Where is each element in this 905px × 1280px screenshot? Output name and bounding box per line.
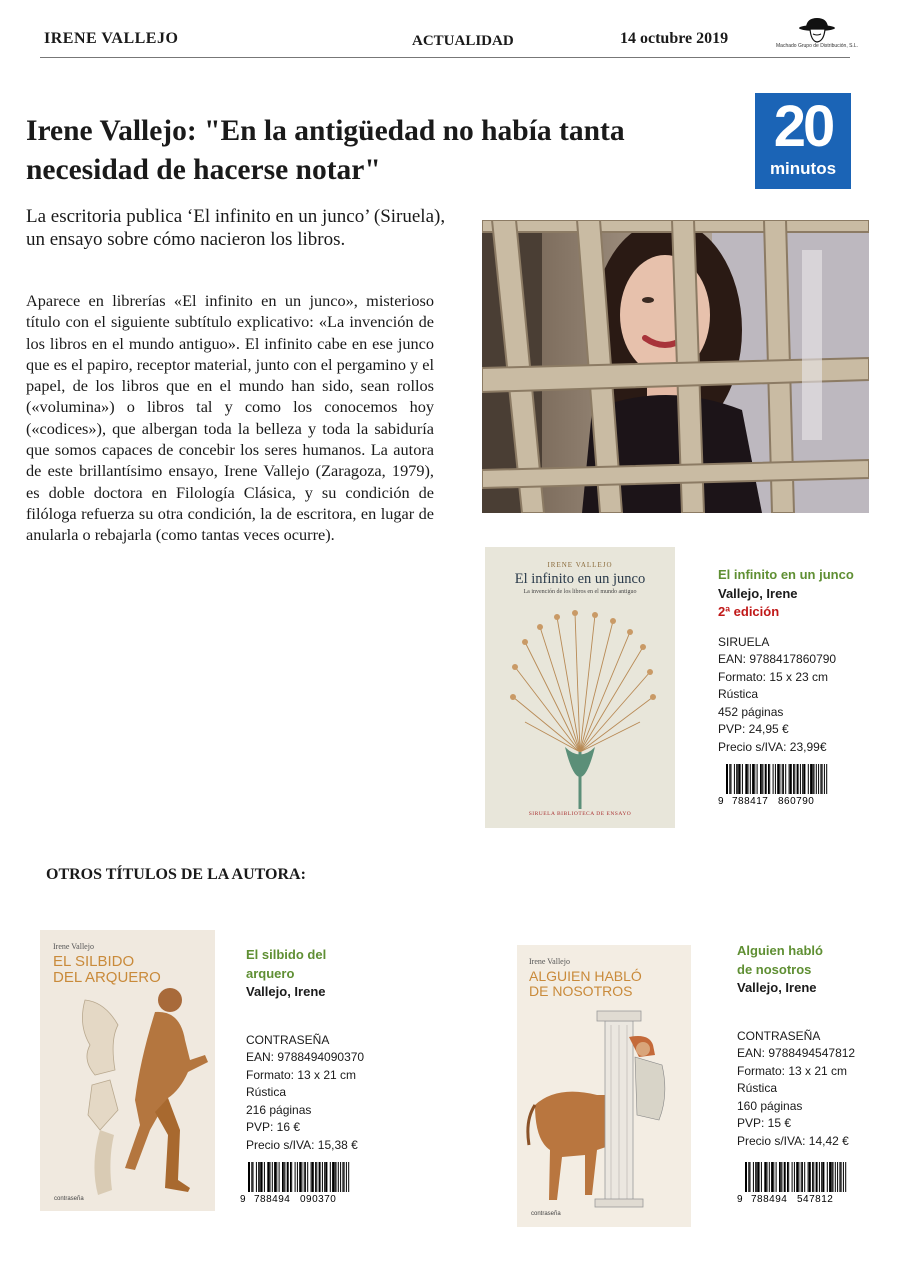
article-subhead: La escritoria publica ‘El infinito en un junco’ (Siruela), un ensayo sobre cómo nacieron los libros. [26, 206, 446, 250]
cover-publisher: contraseña [54, 1196, 84, 1202]
book-ean: EAN: 9788494547812 [737, 1046, 856, 1060]
cover-publisher: contraseña [531, 1211, 561, 1217]
barcode-group-2: 090370 [300, 1194, 337, 1204]
book-ean: EAN: 9788417860790 [718, 652, 837, 666]
barcode-icon [718, 764, 828, 806]
book-info-silbido [240, 946, 406, 1204]
book-title: El infinito en un junco [718, 567, 854, 582]
barcode-group-1: 788494 [751, 1194, 788, 1204]
book-pvp: PVP: 24,95 € [718, 722, 789, 736]
book-price-no-vat: Precio s/IVA: 15,38 € [246, 1137, 358, 1152]
barcode-digit-1: 9 [240, 1194, 247, 1204]
header-rule [40, 57, 850, 58]
book-format: Formato: 15 x 23 cm [718, 669, 829, 684]
book-pages: 452 páginas [718, 704, 784, 719]
barcode-group-1: 788417 [732, 796, 769, 806]
book-info-alguien [737, 942, 897, 1204]
main-book-info [718, 566, 893, 806]
newspaper-logo-word: minutos [769, 159, 837, 178]
cover-subtitle: La invención de los libros en el mundo antiguo [523, 589, 637, 595]
book-format: Formato: 13 x 21 cm [737, 1063, 848, 1078]
book-format: Formato: 13 x 21 cm [246, 1067, 357, 1082]
cover-author: Irene Vallejo [53, 942, 94, 951]
barcode-digit-1: 9 [718, 796, 725, 806]
cover-title: El infinito en un junco [514, 571, 646, 587]
book-ean: EAN: 9788494090370 [246, 1050, 365, 1064]
book-title-line2: de nosotros [737, 961, 812, 977]
book-price-no-vat: Precio s/IVA: 14,42 € [737, 1133, 849, 1148]
header-section: ACTUALIDAD [412, 33, 514, 49]
book-title-line1: Alguien habló [737, 943, 823, 958]
book-price-no-vat: Precio s/IVA: 23,99€ [718, 739, 827, 754]
book-binding: Rústica [718, 687, 759, 701]
book-pvp: PVP: 15 € [737, 1116, 792, 1130]
cover-title-line1: EL SILBIDO [53, 953, 135, 970]
barcode-group-1: 788494 [254, 1194, 291, 1204]
barcode-group-2: 860790 [778, 796, 815, 806]
book-cover-silbido [40, 930, 215, 1211]
book-author: Vallejo, Irene [246, 984, 326, 999]
header-date: 14 octubre 2019 [620, 30, 729, 47]
book-binding: Rústica [246, 1085, 287, 1099]
book-author: Vallejo, Irene [737, 980, 817, 995]
book-edition: 2ª edición [718, 604, 780, 619]
barcode-digit-1: 9 [737, 1194, 744, 1204]
book-cover-main [485, 547, 675, 828]
book-title-line2: arquero [246, 965, 295, 981]
author-photo [482, 220, 869, 513]
book-publisher: SIRUELA [718, 634, 770, 649]
barcode-group-2: 547812 [797, 1194, 834, 1204]
book-pages: 216 páginas [246, 1102, 312, 1117]
cover-title-line2: DEL ARQUERO [53, 969, 161, 986]
cover-author: IRENE VALLEJO [547, 561, 613, 569]
article-headline: Irene Vallejo: "En la antigüedad no había tanta necesidad de hacerse notar" [26, 115, 625, 186]
centaur-column-illustration-icon [517, 945, 691, 1227]
book-title-line1: El silbido del [246, 947, 327, 962]
cover-author: Irene Vallejo [529, 957, 570, 966]
book-cover-alguien [517, 945, 691, 1227]
barcode-icon [240, 1162, 350, 1204]
book-pvp: PVP: 16 € [246, 1120, 301, 1134]
book-author: Vallejo, Irene [718, 585, 798, 601]
newspaper-logo-number: 20 [773, 94, 833, 159]
book-publisher: CONTRASEÑA [737, 1028, 821, 1043]
book-binding: Rústica [737, 1081, 778, 1095]
book-pages: 160 páginas [737, 1098, 803, 1113]
book-publisher: CONTRASEÑA [246, 1032, 330, 1047]
cover-title-line1: ALGUIEN HABLÓ [529, 968, 642, 984]
other-titles-heading: OTROS TÍTULOS DE LA AUTORA: [46, 866, 306, 883]
archer-illustration-icon [40, 930, 215, 1211]
cover-title-line2: DE NOSOTROS [529, 983, 633, 999]
article-body: Aparece en librerías «El infinito en un junco», misterioso título con el siguiente subtítulo explicativo: «La invención de los libros en el mundo antiguo». El infinito cabe en ese junco que es el papiro, receptor material, junto con el pergamino y el papel, de los libros que en el mundo han sido, sean rollos («volumina») o libros tal y como los conocemos hoy («codices»), que albergan toda la belleza y toda la sabiduría que somos capaces de concebir los seres humanos. La autora de este brillantísimo ensayo, Irene Vallejo (Zaragoza, 1979), es doble doctora en Filología Clásica, y su condición de filóloga refuerza su otra condición, la de escritora, en lugar de anularla o rebajarla (como tantas veces ocurre). [26, 291, 434, 545]
distributor-logo-text: Machado Grupo de Distribución, S.L. [776, 43, 858, 49]
newspaper-logo [755, 93, 851, 189]
barcode-icon [727, 1162, 857, 1204]
header-author: IRENE VALLEJO [44, 30, 179, 47]
cover-publisher: SIRUELA BIBLIOTECA DE ENSAYO [528, 811, 632, 817]
